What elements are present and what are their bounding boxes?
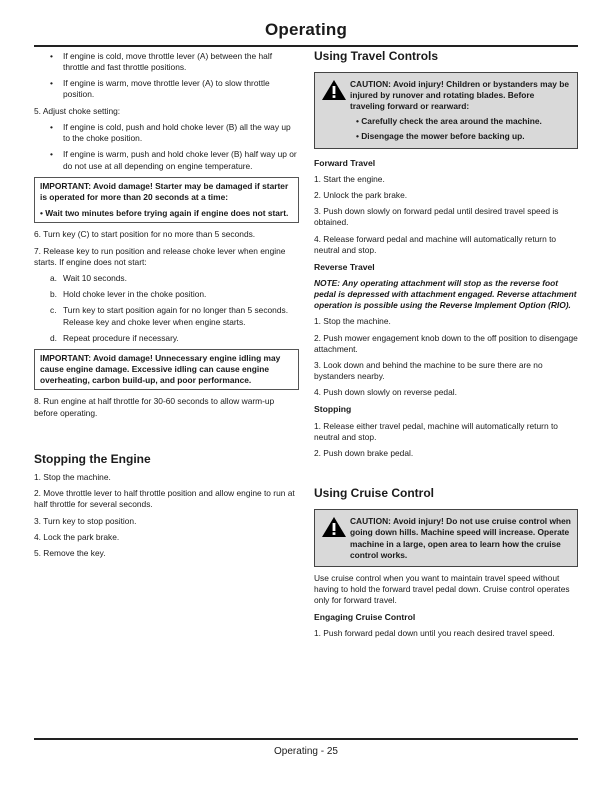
- list-item: 2. Unlock the park brake.: [314, 189, 408, 200]
- cruise-intro: Use cruise control when you want to maintain travel speed without having to hold the forward travel pedal down. Cruise control operates only for forward travel.: [314, 572, 570, 605]
- left-column: [34, 51, 299, 564]
- list-item: 4. Release forward pedal and machine will automatically return to neutral and stop.: [314, 233, 557, 255]
- list-item: 1. Start the engine.: [314, 173, 385, 184]
- section-heading-stopping-engine: Stopping the Engine: [34, 451, 151, 466]
- title-rule: [34, 45, 578, 47]
- page-title: Operating: [264, 20, 348, 39]
- list-item: • If engine is warm, push and hold choke lever (B) half way up or do not use at all depending on engine temperature.: [50, 149, 297, 171]
- sub-step: c. Turn key to start position again for no longer than 5 seconds. Release key and choke lever when engine starts.: [50, 305, 289, 327]
- reverse-note: NOTE: Any operating attachment will stop as the reverse foot pedal is depressed with attachment engaged. Reverse attachment operation is possible using the Reverse Implement Option (RIO).: [314, 277, 577, 311]
- list-item: 3. Look down and behind the machine to be sure there are no bystanders nearby.: [314, 360, 543, 382]
- sub-step: d. Repeat procedure if necessary.: [50, 332, 179, 343]
- list-item: 1. Stop the machine.: [314, 316, 391, 327]
- step-5: 5. Adjust choke setting:: [34, 105, 121, 116]
- page-footer: Operating - 25: [274, 746, 338, 757]
- step-7: 7. Release key to run position and release choke lever when engine starts. If engine does not start:: [34, 245, 286, 267]
- right-column: [314, 51, 578, 644]
- list-item: 3. Turn key to stop position.: [34, 515, 137, 526]
- list-item: 1. Stop the machine.: [34, 471, 111, 482]
- list-item: • If engine is cold, move throttle lever (A) between the half throttle and fast throttle positions.: [50, 51, 273, 73]
- sub-step: a. Wait 10 seconds.: [50, 272, 127, 283]
- important-notice-starter: IMPORTANT: Avoid damage! Starter may be damaged if starter is operated for more than 20 seconds at a time: • Wait two minutes before trying again if engine does not start.: [34, 177, 299, 223]
- list-item: 4. Push down slowly on reverse pedal.: [314, 387, 457, 398]
- list-item: 3. Push down slowly on forward pedal until desired travel speed is obtained.: [314, 206, 559, 228]
- section-heading-cruise-control: Using Cruise Control: [314, 486, 435, 501]
- list-item: 2. Move throttle lever to half throttle position and allow engine to run at half throttle for several seconds.: [34, 488, 295, 510]
- section-heading-travel-controls: Using Travel Controls: [314, 49, 439, 63]
- list-item: 1. Push forward pedal down until you reach desired travel speed.: [314, 628, 555, 639]
- important-notice-idling: IMPORTANT: Avoid damage! Unnecessary engine idling may cause engine damage. Excessive idling can cause engine overheating, carbon build-up, and poor performance.: [34, 349, 299, 390]
- subheading-forward-travel: Forward Travel: [314, 157, 376, 168]
- subheading-reverse-travel: Reverse Travel: [314, 261, 375, 272]
- list-item: • If engine is warm, move throttle lever (A) to slow throttle position.: [50, 78, 270, 100]
- warning-triangle-icon: [321, 79, 347, 101]
- subheading-engaging-cruise: Engaging Cruise Control: [314, 611, 416, 622]
- subheading-stopping: Stopping: [314, 404, 352, 415]
- footer-rule: [34, 738, 578, 740]
- list-item: 5. Remove the key.: [34, 548, 106, 559]
- list-item: 2. Push mower engagement knob down to the off position to disengage attachment.: [314, 332, 578, 354]
- list-item: • If engine is cold, push and hold choke lever (B) all the way up to the choke position.: [50, 122, 291, 144]
- sub-step: b. Hold choke lever in the choke position.: [50, 289, 207, 300]
- list-item: 4. Lock the park brake.: [34, 531, 120, 542]
- list-item: 2. Push down brake pedal.: [314, 447, 414, 458]
- caution-box-travel: CAUTION: Avoid injury! Children or bystanders may be injured by runover and rotating blades. Before traveling forward or rearward: • Carefully check the area around the machine. • Disengage the mower before backing up.: [314, 72, 578, 148]
- warning-triangle-icon: [321, 516, 347, 538]
- list-item: 1. Release either travel pedal, machine will automatically return to neutral and stop.: [314, 420, 558, 442]
- caution-box-cruise: CAUTION: Avoid injury! Do not use cruise control when going down hills. Machine speed will increase. Operate machine in a large, open area to learn how the cruise control works.: [314, 509, 578, 566]
- step-8: 8. Run engine at half throttle for 30-60 seconds to allow warm-up before operating.: [34, 396, 275, 418]
- step-6: 6. Turn key (C) to start position for no more than 5 seconds.: [34, 229, 256, 240]
